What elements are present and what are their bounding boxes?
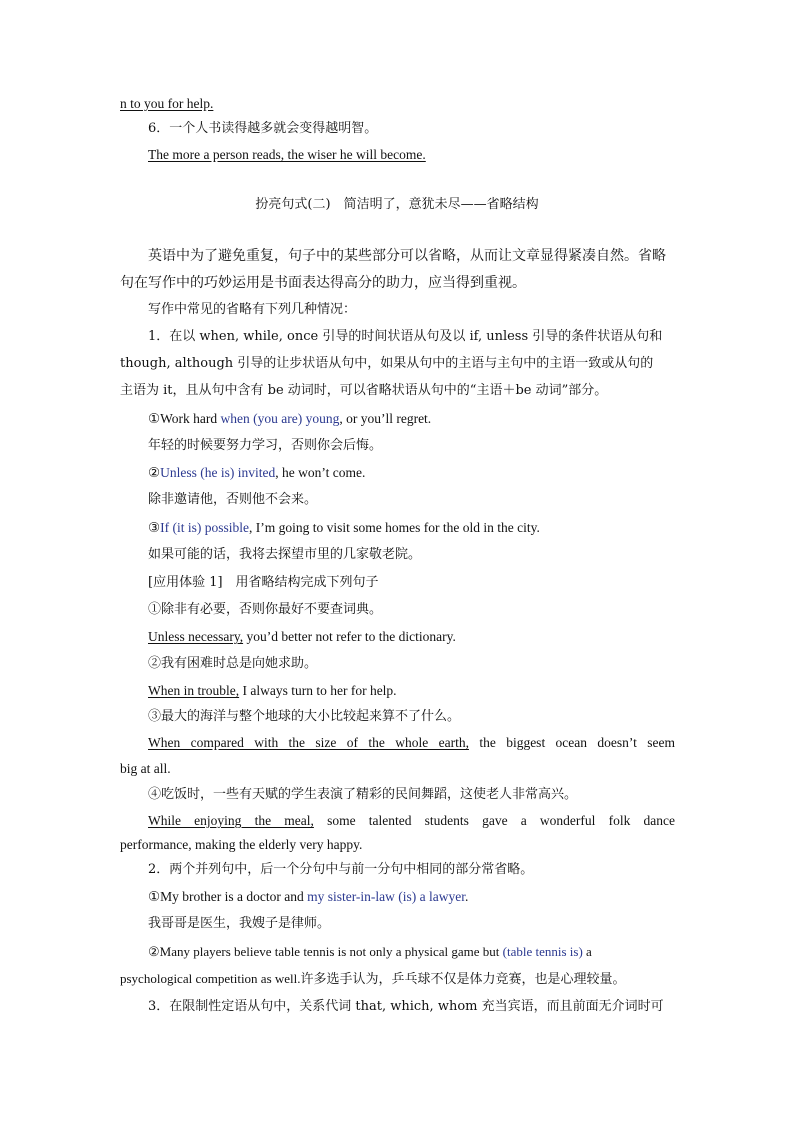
example-text: ②Many players believe table tennis is not only a physical game but: [148, 944, 503, 959]
practice-answer: [148, 682, 675, 700]
example-sentence: [148, 519, 675, 537]
rule-2-text: 2．两个并列句中，后一个分句中与前一分句中相同的部分常省略。: [148, 862, 534, 877]
example-text: a: [582, 944, 592, 959]
example-sentence: [148, 888, 675, 906]
answer-blank: When in trouble,: [148, 683, 240, 698]
example-translation: 年轻的时候要努力学习，否则你会后悔。: [148, 438, 383, 453]
answer-line: n to you for help.: [120, 96, 214, 111]
intro-paragraph-cont: 句在写作中的巧妙运用是书面表达得高分的助力，应当得到重视。: [120, 275, 526, 291]
example-sentence-cont: psychological competition as well.许多选手认为，乒乓球不仅是体力竞赛，也是心理较量。: [120, 971, 626, 986]
rule-1-text-cont: 主语为 it，且从句中含有 be 动词时，可以省略状语从句中的“主语＋be 动词”部分。: [120, 383, 608, 398]
practice-heading: [应用体验 1] 用省略结构完成下列句子: [148, 575, 379, 590]
ellipsis-highlight: If (it is) possible: [160, 520, 249, 535]
intro-paragraph: 英语中为了避免重复，句子中的某些部分可以省略，从而让文章显得紧凑自然。省略: [148, 248, 666, 264]
question-item: 6．一个人书读得越多就会变得越明智。: [148, 121, 378, 136]
practice-answer: [148, 812, 675, 830]
answer-blank: Unless necessary,: [148, 629, 244, 644]
example-text: ①My brother is a doctor and: [148, 889, 308, 904]
practice-answer: [148, 734, 675, 752]
practice-answer: [148, 628, 675, 646]
example-translation: 除非邀请他，否则他不会来。: [148, 492, 318, 507]
example-text: , or you’ll regret.: [339, 411, 432, 426]
rule-3-text: 3．在限制性定语从句中，关系代词 that, which, whom 充当宾语，而且前面无介词时可: [148, 999, 664, 1014]
practice-question: ②我有困难时总是向她求助。: [148, 656, 318, 671]
practice-question: ①除非有必要，否则你最好不要查词典。: [148, 602, 383, 617]
example-text: ③: [148, 520, 161, 535]
answer-text: I always turn to her for help.: [239, 683, 397, 698]
practice-answer-cont: performance, making the elderly very happy.: [120, 837, 363, 852]
rule-1-text: 1．在以 when, while, once 引导的时间状语从句及以 if, unless 引导的条件状语从句和: [148, 329, 663, 344]
example-text: , he won’t come.: [275, 465, 366, 480]
rule-1-text-cont: though, although 引导的让步状语从句中，如果从句中的主语与主句中的主语一致或从句的: [120, 356, 654, 371]
ellipsis-highlight: my sister-in-law (is) a lawyer: [307, 889, 466, 904]
example-text: ①Work hard: [148, 411, 221, 426]
answer-text: some talented students gave a wonderful folk dance: [313, 813, 676, 828]
example-sentence: [148, 943, 675, 961]
example-sentence: [148, 464, 675, 482]
ellipsis-highlight: when (you are) young: [220, 411, 340, 426]
practice-question: ③最大的海洋与整个地球的大小比较起来算不了什么。: [148, 709, 461, 724]
example-sentence: [148, 410, 675, 428]
practice-answer-cont: big at all.: [120, 761, 171, 776]
answer-text: the biggest ocean doesn’t seem: [468, 735, 676, 750]
example-translation: 我哥哥是医生，我嫂子是律师。: [148, 916, 331, 931]
practice-question: ④吃饭时，一些有天赋的学生表演了精彩的民间舞蹈，这使老人非常高兴。: [148, 787, 578, 802]
intro-list-lead: 写作中常见的省略有下列几种情况：: [148, 302, 357, 317]
example-text: , I’m going to visit some homes for the old in the city.: [248, 520, 540, 535]
answer-line: The more a person reads, the wiser he will become.: [148, 147, 426, 162]
ellipsis-highlight: (table tennis is): [502, 944, 583, 959]
example-translation: 如果可能的话，我将去探望市里的几家敬老院。: [148, 547, 422, 562]
example-text: .: [465, 889, 469, 904]
answer-text: you’d better not refer to the dictionary.: [243, 629, 456, 644]
section-title: 扮亮句式(二) 简洁明了，意犹未尽——省略结构: [255, 197, 539, 212]
example-text: ②: [148, 465, 161, 480]
answer-blank: While enjoying the meal,: [148, 813, 314, 828]
ellipsis-highlight: Unless (he is) invited: [160, 465, 276, 480]
answer-blank: When compared with the size of the whole earth,: [148, 735, 469, 750]
